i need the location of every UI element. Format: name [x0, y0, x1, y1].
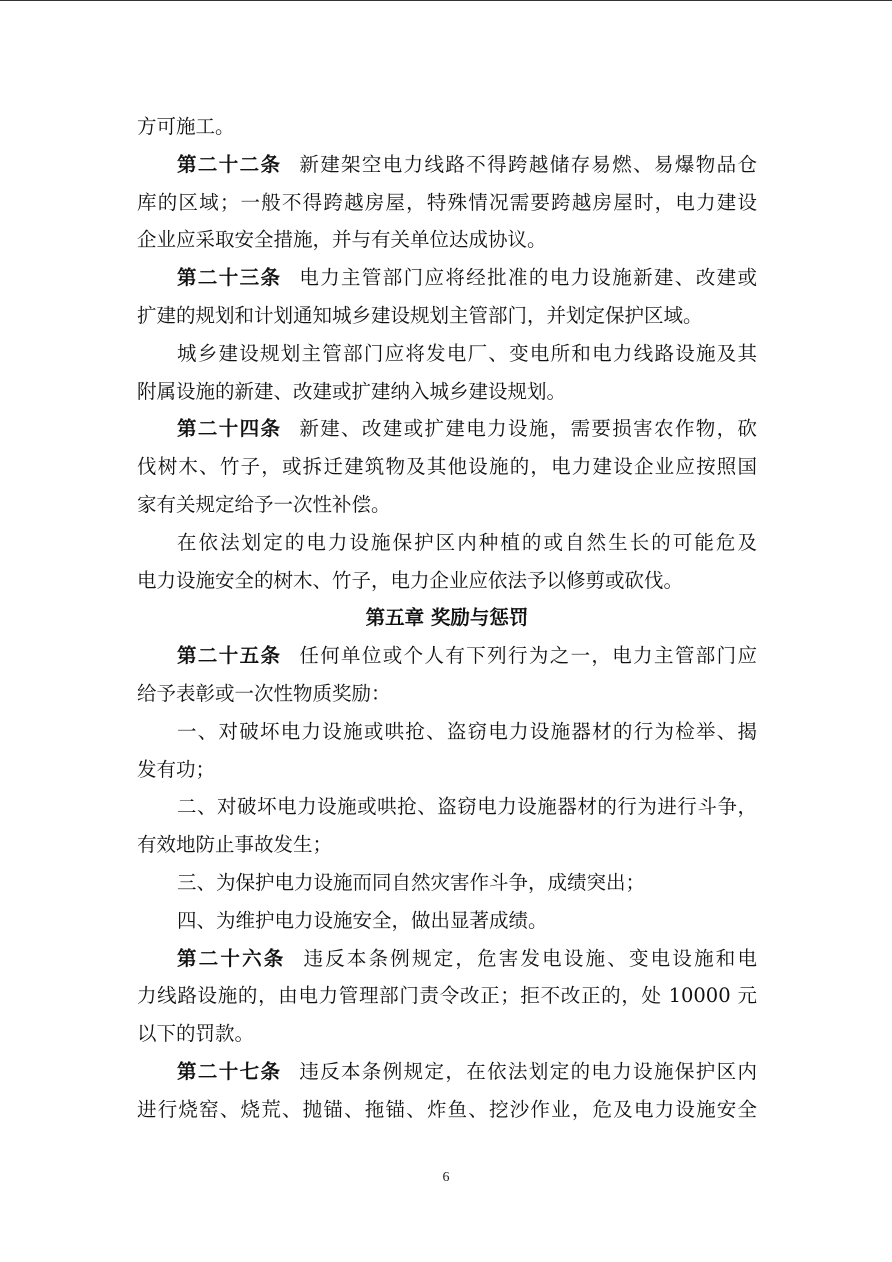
article-27-line-2: 进行烧窑、烧荒、抛锚、拖锚、炸鱼、挖沙作业，危及电力设施安全 — [137, 1097, 757, 1121]
article-26-line-2: 力线路设施的，由电力管理部门责令改正；拒不改正的，处 10000 元 — [137, 984, 757, 1008]
article-22-line-3: 企业应采取安全措施，并与有关单位达成协议。 — [137, 228, 547, 252]
article-27-number: 第二十七条 — [177, 1059, 282, 1083]
continuation-line: 方可施工。 — [137, 115, 235, 138]
article-24-number: 第二十四条 — [177, 417, 282, 441]
article-27-line-1 — [137, 1053, 757, 1091]
article-23-para2-line-2: 附属设施的新建、改建或扩建纳入城乡建设规划。 — [137, 379, 567, 403]
article-24-line-1 — [137, 410, 757, 448]
page-number: 6 — [442, 1170, 450, 1185]
article-22-number: 第二十二条 — [177, 152, 282, 176]
article-23-number: 第二十三条 — [177, 266, 282, 290]
article-25-line-1 — [137, 637, 757, 675]
article-25-item-2-line-2: 有效地防止事故发生； — [137, 833, 333, 857]
article-25-item-4: 四、为维护电力设施安全，做出显著成绩。 — [177, 908, 548, 932]
article-26-line-1 — [137, 940, 757, 978]
article-24-para2-line-2: 电力设施安全的树木、竹子，电力企业应依法予以修剪或砍伐。 — [137, 568, 684, 592]
article-23-line-2: 扩建的规划和计划通知城乡建设规划主管部门，并划定保护区域。 — [137, 303, 703, 327]
article-25-item-1-line-2: 发有功； — [137, 757, 216, 781]
article-25-item-2-line-1: 二、对破坏电力设施或哄抢、盗窃电力设施器材的行为进行斗争， — [177, 795, 757, 819]
article-22-line-2: 库的区域；一般不得跨越房屋，特殊情况需要跨越房屋时，电力建设 — [137, 190, 757, 214]
article-22-text-1: 新建架空电力线路不得跨越储存易燃、易爆物品仓 — [299, 152, 757, 176]
article-25-line-2: 给予表彰或一次性物质奖励： — [137, 681, 391, 705]
article-25-number: 第二十五条 — [177, 644, 282, 668]
article-23-para2-line-1: 城乡建设规划主管部门应将发电厂、变电所和电力线路设施及其 — [177, 341, 757, 365]
article-24-line-2: 伐树木、竹子，或拆迁建筑物及其他设施的，电力建设企业应按照国 — [137, 455, 757, 479]
article-26-number: 第二十六条 — [177, 946, 286, 970]
article-27-text-1: 违反本条例规定，在依法划定的电力设施保护区内 — [299, 1059, 757, 1083]
article-25-item-1-line-1: 一、对破坏电力设施或哄抢、盗窃电力设施器材的行为检举、揭 — [177, 719, 757, 743]
article-26-text-1: 违反本条例规定，危害发电设施、变电设施和电 — [303, 946, 757, 970]
article-23-text-1: 电力主管部门应将经批准的电力设施新建、改建或 — [299, 266, 757, 290]
article-24-para2-line-1: 在依法划定的电力设施保护区内种植的或自然生长的可能危及 — [177, 530, 757, 554]
top-border-line — [0, 0, 892, 1]
chapter-5-heading: 第五章 奖励与惩罚 — [365, 606, 529, 630]
article-24-text-1: 新建、改建或扩建电力设施，需要损害农作物，砍 — [299, 417, 757, 441]
article-24-line-3: 家有关规定给予一次性补偿。 — [137, 492, 391, 516]
article-22-line-1 — [137, 146, 757, 184]
article-25-item-3: 三、为保护电力设施而同自然灾害作斗争，成绩突出； — [177, 870, 646, 894]
document-body — [137, 108, 757, 1129]
article-26-line-3: 以下的罚款。 — [137, 1022, 255, 1046]
article-23-line-1 — [137, 259, 757, 297]
article-25-text-1: 任何单位或个人有下列行为之一，电力主管部门应 — [299, 644, 757, 668]
